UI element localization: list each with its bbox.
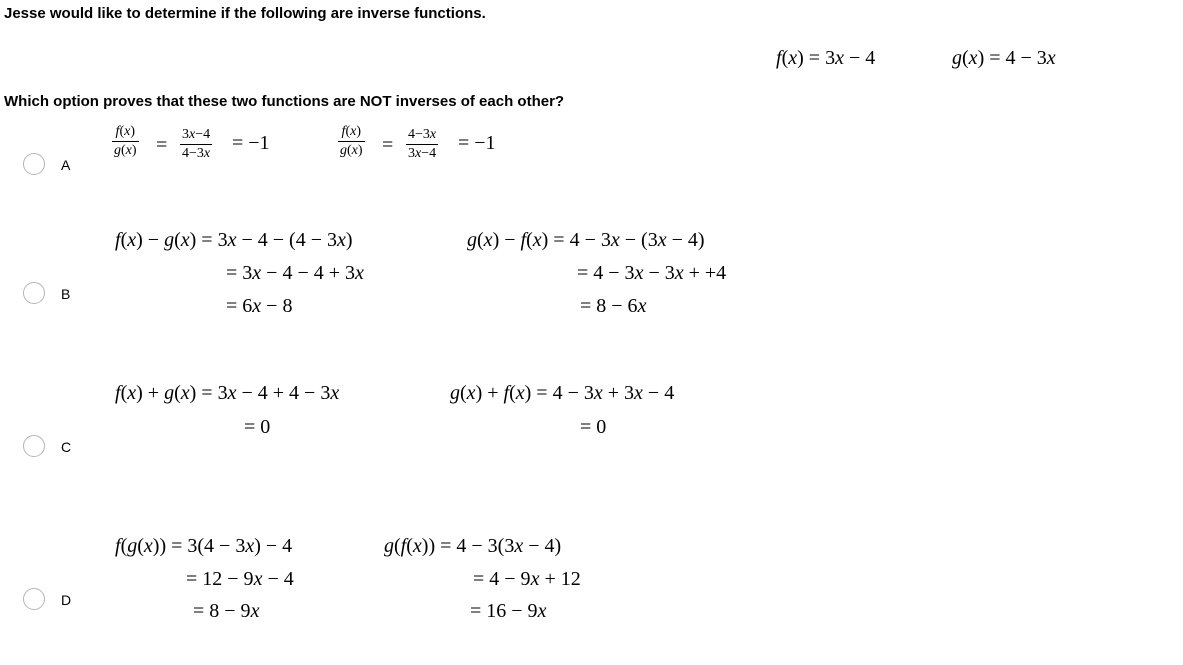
fraction-numerator: f(x) xyxy=(115,124,135,139)
option-d-left-line-3: = 8 − 9x xyxy=(193,600,260,622)
fraction-numerator: 3x−4 xyxy=(182,127,211,142)
option-a-right-fraction-2 xyxy=(406,127,438,162)
option-c-letter: C xyxy=(61,439,72,455)
option-c-left-line-1: f(x) + g(x) = 3x − 4 + 4 − 3x xyxy=(115,382,340,404)
fraction-denominator: 3x−4 xyxy=(408,146,437,161)
option-d-right-line-2: = 4 − 9x + 12 xyxy=(473,568,581,590)
option-b-left-line-3: = 6x − 8 xyxy=(226,295,293,317)
fraction-bar xyxy=(180,144,212,145)
fraction-bar xyxy=(338,141,365,142)
option-d-right-line-1: g(f(x)) = 4 − 3(3x − 4) xyxy=(384,535,562,557)
option-a-left-result: = −1 xyxy=(232,132,270,154)
option-b-right-line-2: = 4 − 3x − 3x + +4 xyxy=(577,262,727,284)
option-a-left-equals: = xyxy=(156,134,168,156)
option-a-left-fraction-2 xyxy=(180,127,212,162)
option-b-left-line-2: = 3x − 4 − 4 + 3x xyxy=(226,262,364,284)
option-c-radio[interactable] xyxy=(23,435,45,457)
function-g: g(x) = 4 − 3x xyxy=(952,47,1056,69)
option-a-right-fraction-1 xyxy=(338,124,365,159)
fraction-denominator: g(x) xyxy=(114,143,137,158)
option-c-left-line-2: = 0 xyxy=(244,416,271,438)
option-a-right-equals: = xyxy=(382,134,394,156)
fraction-denominator: g(x) xyxy=(340,143,363,158)
option-a-radio[interactable] xyxy=(23,153,45,175)
fraction-bar xyxy=(406,144,438,145)
fraction-bar xyxy=(112,141,139,142)
option-b-left-line-1: f(x) − g(x) = 3x − 4 − (4 − 3x) xyxy=(115,229,353,251)
option-b-radio[interactable] xyxy=(23,282,45,304)
option-a-right-result: = −1 xyxy=(458,132,496,154)
fraction-numerator: 4−3x xyxy=(408,127,437,142)
option-d-letter: D xyxy=(61,592,72,608)
option-d-left-line-1: f(g(x)) = 3(4 − 3x) − 4 xyxy=(115,535,293,557)
prompt-text: Jesse would like to determine if the following are inverse functions. xyxy=(4,5,486,22)
option-d-radio[interactable] xyxy=(23,588,45,610)
option-a-left-fraction-1 xyxy=(112,124,139,159)
option-c-right-line-1: g(x) + f(x) = 4 − 3x + 3x − 4 xyxy=(450,382,675,404)
option-b-right-line-1: g(x) − f(x) = 4 − 3x − (3x − 4) xyxy=(467,229,705,251)
option-a-letter: A xyxy=(61,157,71,173)
question-text: Which option proves that these two functions are NOT inverses of each other? xyxy=(4,93,565,110)
option-d-right-line-3: = 16 − 9x xyxy=(470,600,547,622)
fraction-denominator: 4−3x xyxy=(182,146,211,161)
option-c-right-line-2: = 0 xyxy=(580,416,607,438)
function-f: f(x) = 3x − 4 xyxy=(776,47,876,69)
option-d-left-line-2: = 12 − 9x − 4 xyxy=(186,568,294,590)
option-b-right-line-3: = 8 − 6x xyxy=(580,295,647,317)
option-b-letter: B xyxy=(61,286,71,302)
fraction-numerator: f(x) xyxy=(341,124,361,139)
